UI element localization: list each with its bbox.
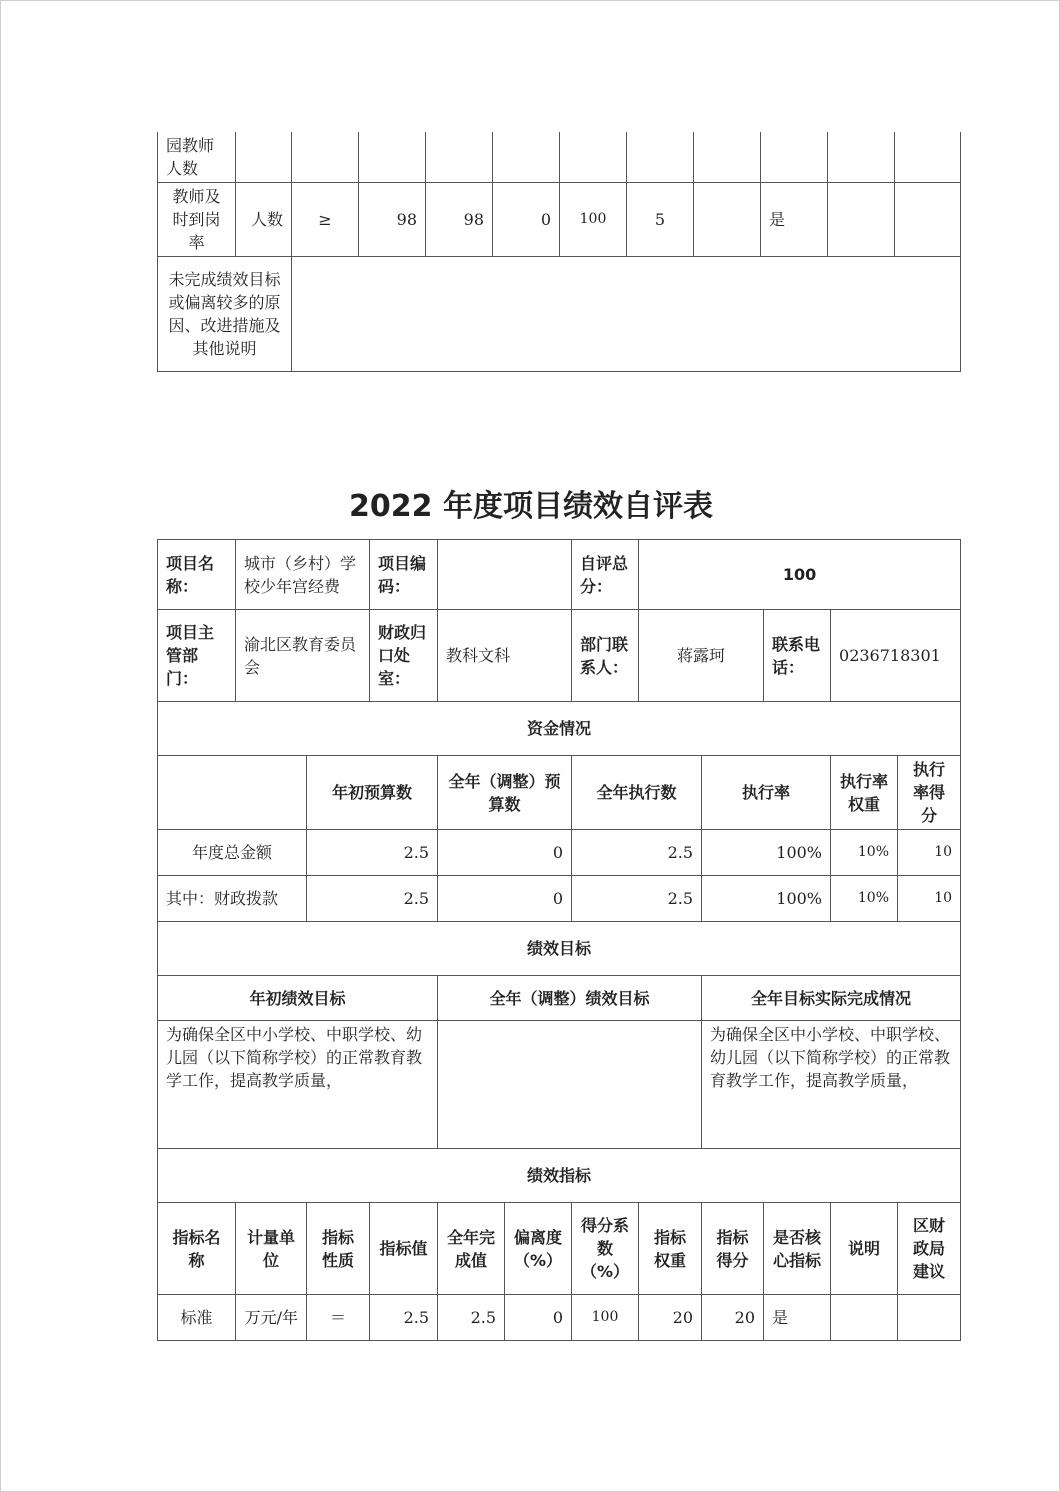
funds-row-label: 年度总金额 bbox=[158, 830, 307, 876]
table-row bbox=[158, 830, 961, 876]
page-title: 2022 年度项目绩效自评表 bbox=[349, 489, 713, 524]
project-code-value bbox=[438, 540, 572, 610]
ind-advice-cell bbox=[898, 1295, 961, 1341]
project-name-label: 项目名称： bbox=[158, 540, 236, 610]
funds-budget-cell: 2.5 bbox=[307, 876, 438, 922]
ind-header-name: 指标名称 bbox=[158, 1203, 236, 1295]
funds-score-cell: 10 bbox=[898, 830, 961, 876]
ind-header-score: 指标得分 bbox=[702, 1203, 764, 1295]
table-row bbox=[158, 257, 961, 372]
ind-core-cell: 是 bbox=[764, 1295, 831, 1341]
finance-office-label: 财政归口处室： bbox=[370, 610, 438, 702]
funds-header-weight: 执行率权重 bbox=[831, 756, 898, 830]
note-cell bbox=[828, 183, 895, 257]
table-row bbox=[158, 610, 961, 702]
ind-header-value: 指标值 bbox=[370, 1203, 438, 1295]
actual-cell: 98 bbox=[426, 183, 493, 257]
goals-header-actual: 全年目标实际完成情况 bbox=[702, 976, 961, 1021]
funds-rate-cell: 100% bbox=[702, 876, 831, 922]
funds-header-score: 执行率得分 bbox=[898, 756, 961, 830]
table-row bbox=[158, 702, 961, 756]
ind-note-cell bbox=[831, 1295, 898, 1341]
nature-cell: ≥ bbox=[292, 183, 359, 257]
table-row bbox=[158, 922, 961, 976]
contact-value: 蒋露珂 bbox=[639, 610, 764, 702]
goals-initial-text: 为确保全区中小学校、中职学校、幼儿园（以下简称学校）的正常教育教学工作，提高教学质量， bbox=[158, 1021, 438, 1149]
funds-section-title: 资金情况 bbox=[158, 702, 961, 756]
ind-header-note: 说明 bbox=[831, 1203, 898, 1295]
funds-rate-cell: 100% bbox=[702, 830, 831, 876]
funds-budget-cell: 2.5 bbox=[307, 830, 438, 876]
score-cell bbox=[694, 183, 761, 257]
table-row bbox=[158, 1203, 961, 1295]
funds-header-rate: 执行率 bbox=[702, 756, 831, 830]
table-row bbox=[158, 1021, 961, 1149]
funds-header-blank bbox=[158, 756, 307, 830]
funds-weight-cell: 10% bbox=[831, 876, 898, 922]
funds-executed-cell: 2.5 bbox=[572, 876, 702, 922]
project-name-value: 城市（乡村）学校少年宫经费 bbox=[236, 540, 370, 610]
advice-cell bbox=[895, 183, 961, 257]
target-cell: 98 bbox=[359, 183, 426, 257]
funds-adjusted-cell: 0 bbox=[438, 876, 572, 922]
goals-header-adjusted: 全年（调整）绩效目标 bbox=[438, 976, 702, 1021]
table-row bbox=[158, 976, 961, 1021]
goals-actual-text: 为确保全区中小学校、中职学校、幼儿园（以下简称学校）的正常教育教学工作，提高教学质量， bbox=[702, 1021, 961, 1149]
ind-score-cell: 20 bbox=[702, 1295, 764, 1341]
goals-section-title: 绩效目标 bbox=[158, 922, 961, 976]
ind-value-cell: 2.5 bbox=[370, 1295, 438, 1341]
total-score-label: 自评总分： bbox=[572, 540, 639, 610]
total-score-value: 100 bbox=[639, 540, 961, 610]
coef-cell: 100 bbox=[560, 183, 627, 257]
indicators-section-title: 绩效指标 bbox=[158, 1149, 961, 1203]
table-row bbox=[158, 756, 961, 830]
dept-value: 渝北区教育委员会 bbox=[236, 610, 370, 702]
finance-office-value: 教科文科 bbox=[438, 610, 572, 702]
contact-label: 部门联系人： bbox=[572, 610, 639, 702]
ind-header-coef: 得分系数（%） bbox=[572, 1203, 639, 1295]
ind-coef-cell: 100 bbox=[572, 1295, 639, 1341]
phone-label: 联系电话： bbox=[764, 610, 831, 702]
indicator-name-cell: 园教师人数 bbox=[158, 132, 236, 183]
ind-header-nature: 指标性质 bbox=[307, 1203, 370, 1295]
remark-value bbox=[292, 257, 961, 372]
core-cell: 是 bbox=[761, 183, 828, 257]
table-row bbox=[158, 1295, 961, 1341]
funds-weight-cell: 10% bbox=[831, 830, 898, 876]
table-row bbox=[158, 540, 961, 610]
ind-name-cell: 标准 bbox=[158, 1295, 236, 1341]
ind-weight-cell: 20 bbox=[639, 1295, 702, 1341]
funds-executed-cell: 2.5 bbox=[572, 830, 702, 876]
ind-header-deviation: 偏离度（%） bbox=[505, 1203, 572, 1295]
ind-complete-cell: 2.5 bbox=[438, 1295, 505, 1341]
unit-cell: 人数 bbox=[236, 183, 292, 257]
ind-nature-cell: ＝ bbox=[307, 1295, 370, 1341]
remark-label: 未完成绩效目标或偏离较多的原因、改进措施及其他说明 bbox=[158, 257, 292, 372]
funds-header-adjusted: 全年（调整）预算数 bbox=[438, 756, 572, 830]
ind-header-unit: 计量单位 bbox=[236, 1203, 307, 1295]
funds-row-label: 其中：财政拨款 bbox=[158, 876, 307, 922]
ind-header-complete: 全年完成值 bbox=[438, 1203, 505, 1295]
dept-label: 项目主管部门： bbox=[158, 610, 236, 702]
deviation-cell: 0 bbox=[493, 183, 560, 257]
goals-adjusted-text bbox=[438, 1021, 702, 1149]
ind-unit-cell: 万元/年 bbox=[236, 1295, 307, 1341]
ind-deviation-cell: 0 bbox=[505, 1295, 572, 1341]
weight-cell: 5 bbox=[627, 183, 694, 257]
evaluation-table bbox=[157, 539, 961, 1341]
project-code-label: 项目编码： bbox=[370, 540, 438, 610]
phone-value: 0236718301 bbox=[831, 610, 961, 702]
table-row bbox=[158, 183, 961, 257]
ind-header-core: 是否核心指标 bbox=[764, 1203, 831, 1295]
funds-adjusted-cell: 0 bbox=[438, 830, 572, 876]
table-row bbox=[158, 876, 961, 922]
ind-header-weight: 指标权重 bbox=[639, 1203, 702, 1295]
table-row bbox=[158, 1149, 961, 1203]
funds-header-budget: 年初预算数 bbox=[307, 756, 438, 830]
funds-score-cell: 10 bbox=[898, 876, 961, 922]
indicator-name-cell: 教师及时到岗率 bbox=[158, 183, 236, 257]
ind-header-advice: 区财政局建议 bbox=[898, 1203, 961, 1295]
goals-header-initial: 年初绩效目标 bbox=[158, 976, 438, 1021]
funds-header-executed: 全年执行数 bbox=[572, 756, 702, 830]
previous-indicator-table bbox=[157, 132, 961, 372]
table-row bbox=[158, 132, 961, 183]
